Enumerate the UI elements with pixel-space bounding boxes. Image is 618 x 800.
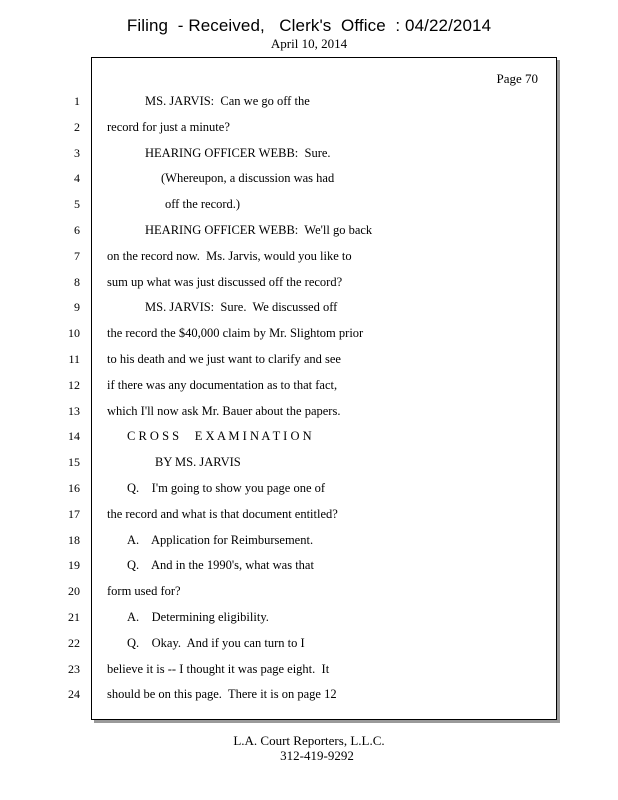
transcript-line: which I'll now ask Mr. Bauer about the papers. bbox=[107, 404, 341, 418]
line-number: 11 bbox=[68, 352, 80, 366]
transcript-line: form used for? bbox=[107, 584, 181, 598]
line-number: 9 bbox=[74, 300, 80, 314]
transcript-line: MS. JARVIS: Can we go off the bbox=[145, 94, 310, 108]
transcript-line: (Whereupon, a discussion was had bbox=[161, 171, 335, 185]
transcript-line: if there was any documentation as to that fact, bbox=[107, 378, 338, 392]
transcript-line: the record the $40,000 claim by Mr. Slightom prior bbox=[107, 326, 364, 340]
line-number: 4 bbox=[74, 171, 80, 185]
footer-phone: 312-419-9292 bbox=[280, 748, 354, 763]
line-number: 17 bbox=[68, 507, 80, 521]
transcript-line: on the record now. Ms. Jarvis, would you like to bbox=[107, 249, 352, 263]
filing-stamp: Filing - Received, Clerk's Office : 04/22/2014 bbox=[126, 16, 492, 35]
line-number: 7 bbox=[74, 249, 80, 263]
line-number: 16 bbox=[68, 481, 80, 495]
line-number: 8 bbox=[74, 275, 80, 289]
transcript-line: Q. I'm going to show you page one of bbox=[127, 481, 326, 495]
transcript-line: Q. Okay. And if you can turn to I bbox=[127, 636, 305, 650]
transcript-line: HEARING OFFICER WEBB: We'll go back bbox=[145, 223, 373, 237]
line-number: 5 bbox=[74, 197, 80, 211]
transcript-line: should be on this page. There it is on page 12 bbox=[107, 687, 337, 701]
footer-company: L.A. Court Reporters, L.L.C. bbox=[233, 733, 385, 748]
line-number: 14 bbox=[68, 429, 80, 443]
transcript-line: off the record.) bbox=[165, 197, 241, 211]
transcript-line: BY MS. JARVIS bbox=[155, 455, 241, 469]
line-number: 20 bbox=[68, 584, 80, 598]
transcript-line: MS. JARVIS: Sure. We discussed off bbox=[145, 300, 338, 314]
transcript-date: April 10, 2014 bbox=[270, 36, 348, 51]
line-number: 3 bbox=[74, 146, 80, 160]
transcript-line: to his death and we just want to clarify and see bbox=[107, 352, 341, 366]
page-number: Page 70 bbox=[496, 71, 538, 86]
transcript-line: HEARING OFFICER WEBB: Sure. bbox=[145, 146, 331, 160]
transcript-line: sum up what was just discussed off the record? bbox=[107, 275, 343, 289]
line-number: 15 bbox=[68, 455, 80, 469]
line-number: 22 bbox=[68, 636, 80, 650]
transcript-line: record for just a minute? bbox=[107, 120, 230, 134]
line-number: 24 bbox=[68, 687, 80, 701]
line-number: 23 bbox=[68, 662, 80, 676]
transcript-line: the record and what is that document entitled? bbox=[107, 507, 338, 521]
transcript-line: Q. And in the 1990's, what was that bbox=[127, 558, 314, 572]
line-number: 13 bbox=[68, 404, 80, 418]
line-number: 12 bbox=[68, 378, 80, 392]
line-number: 6 bbox=[74, 223, 80, 237]
line-number: 19 bbox=[68, 558, 80, 572]
line-number: 10 bbox=[68, 326, 80, 340]
line-number: 1 bbox=[74, 94, 80, 108]
transcript-line: C R O S S E X A M I N A T I O N bbox=[127, 429, 312, 443]
line-number: 18 bbox=[68, 533, 80, 547]
transcript-line: A. Determining eligibility. bbox=[127, 610, 269, 624]
transcript-line: believe it is -- I thought it was page eight. It bbox=[107, 662, 330, 676]
transcript-line: A. Application for Reimbursement. bbox=[127, 533, 314, 547]
line-number: 2 bbox=[74, 120, 80, 134]
line-number: 21 bbox=[68, 610, 80, 624]
